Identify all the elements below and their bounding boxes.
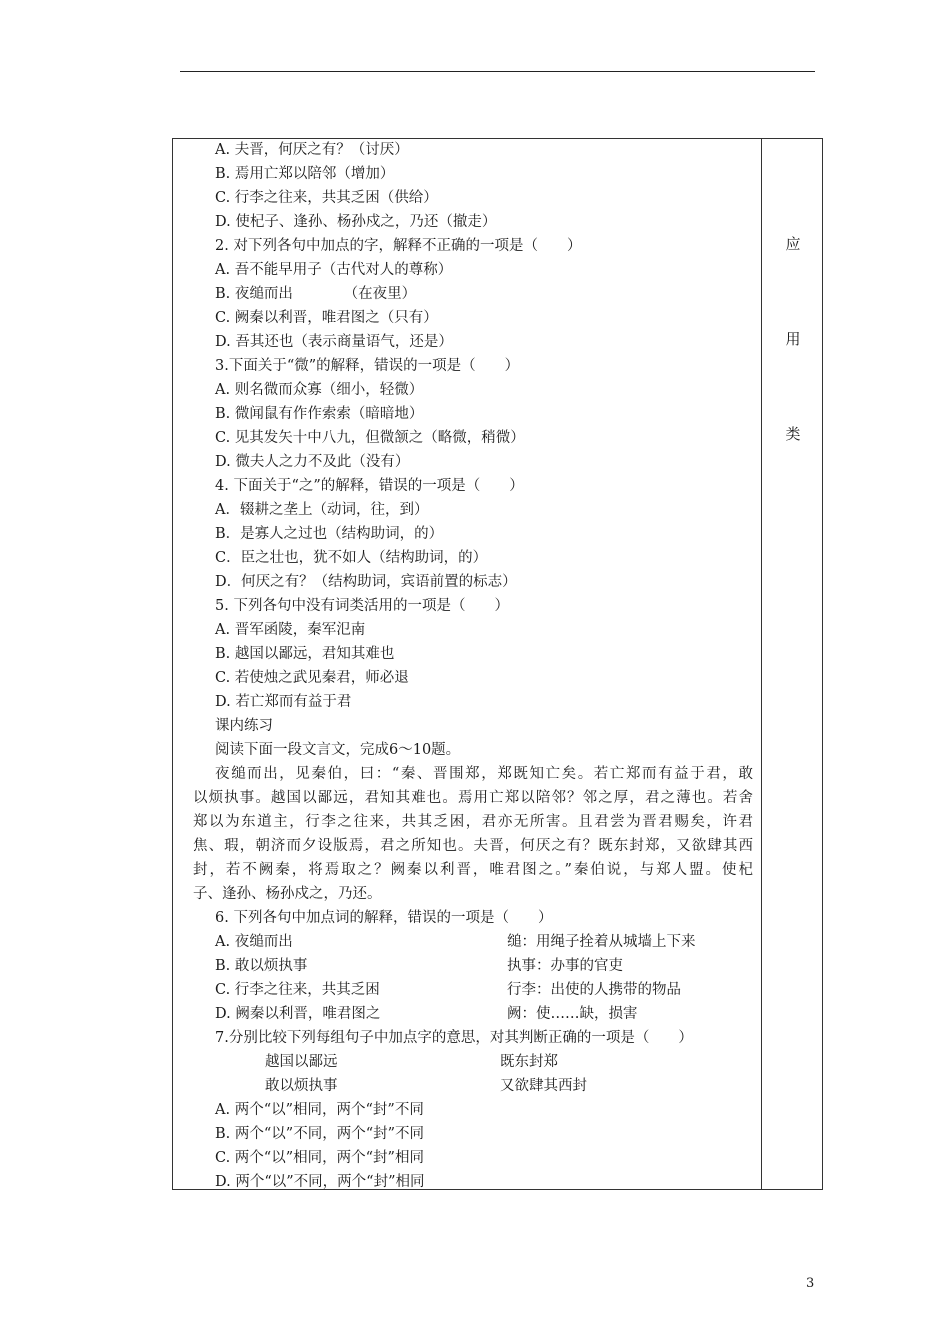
q1-option-a: A. 夫晋，何厌之有？（讨厌） <box>215 142 409 158</box>
q7-stem: 7.分别比较下列每组句子中加点字的意思，对其判断正确的一项是（ ） <box>215 1030 693 1046</box>
q3-option-b: B. 微闻鼠有作作索索（暗暗地） <box>215 406 424 422</box>
q2-option-b: B. 夜缒而出 （在夜里） <box>215 286 417 302</box>
q6-option-gloss: 行李：出使的人携带的物品 <box>507 982 681 998</box>
page-number: 3 <box>806 1276 815 1291</box>
reading-instruction: 阅读下面一段文言文，完成6～10题。 <box>215 742 461 758</box>
q5-option-b: B. 越国以鄙远，君知其难也 <box>215 646 395 662</box>
q3-option-d: D. 微夫人之力不及此（没有） <box>215 454 410 470</box>
q6-option-sentence: D. 阙秦以利晋，唯君图之 <box>215 1006 381 1022</box>
q5-option-c: C. 若使烛之武见秦君，师必退 <box>215 670 409 686</box>
passage-line: 封，若不阙秦，将焉取之？阙秦以利晋，唯君图之。”秦伯说，与郑人盟。使杞 <box>193 862 753 878</box>
q7-option-d: D. 两个“以”不同，两个“封”相同 <box>215 1174 425 1190</box>
q7-pair-left: 越国以鄙远 <box>265 1054 338 1070</box>
q7-pair-right: 既东封郑 <box>500 1054 558 1070</box>
passage-line: 夜缒而出，见秦伯，曰：“秦、晋围郑，郑既知亡矣。若亡郑而有益于君，敢 <box>215 766 753 782</box>
q5-option-a: A. 晋军函陵，秦军氾南 <box>215 622 366 638</box>
q6-option-c <box>215 978 755 1002</box>
side-label-char-1: 应 <box>785 235 801 253</box>
q6-option-d <box>215 1002 755 1026</box>
q7-option-a: A. 两个“以”相同，两个“封”不同 <box>215 1102 424 1118</box>
passage-line: 焦、瑕，朝济而夕设版焉，君之所知也。夫晋，何厌之有？既东封郑，又欲肆其西 <box>193 838 753 854</box>
q6-option-sentence: C. 行李之往来，共其乏困 <box>215 982 380 998</box>
q6-option-sentence: A. 夜缒而出 <box>215 934 293 950</box>
q1-option-c: C. 行李之往来，共其乏困（供给） <box>215 190 438 206</box>
section-title: 课内练习 <box>215 718 273 734</box>
q7-option-b: B. 两个“以”不同，两个“封”不同 <box>215 1126 425 1142</box>
passage-line: 郑以为东道主，行李之往来，共其乏困，君亦无所害。且君尝为晋君赐矣，许君 <box>193 814 753 830</box>
q7-pair-left: 敢以烦执事 <box>265 1078 338 1094</box>
q4-option-b: B．是寡人之过也（结构助词，的） <box>215 526 444 542</box>
q6-option-gloss: 执事：办事的官吏 <box>507 958 623 974</box>
passage-line: 子、逢孙、杨孙戍之，乃还。 <box>193 886 382 902</box>
q2-option-c: C. 阙秦以利晋，唯君图之（只有） <box>215 310 438 326</box>
q1-option-d: D. 使杞子、逢孙、杨孙戍之，乃还（撤走） <box>215 214 497 230</box>
q2-stem: 2. 对下列各句中加点的字，解释不正确的一项是（ ） <box>215 238 582 254</box>
q6-option-b <box>215 954 755 978</box>
q4-option-a: A．辍耕之垄上（动词，往，到） <box>215 502 429 518</box>
passage-line: 以烦执事。越国以鄙远，君知其难也。焉用亡郑以陪邻？邻之厚，君之薄也。若舍 <box>193 790 753 806</box>
side-label-char-2: 用 <box>785 330 801 348</box>
q6-stem: 6. 下列各句中加点词的解释，错误的一项是（ ） <box>215 910 553 926</box>
q7-option-c: C. 两个“以”相同，两个“封”相同 <box>215 1150 424 1166</box>
q6-option-gloss: 缒：用绳子拴着从城墙上下来 <box>507 934 696 950</box>
q2-option-d: D. 吾其还也（表示商量语气，还是） <box>215 334 453 350</box>
q2-option-a: A. 吾不能早用子（古代对人的尊称） <box>215 262 453 278</box>
q3-option-a: A. 则名微而众寡（细小，轻微） <box>215 382 424 398</box>
q4-stem: 4. 下面关于“之”的解释，错误的一项是（ ） <box>215 478 524 494</box>
q1-option-b: B. 焉用亡郑以陪邻（增加） <box>215 166 395 182</box>
q4-option-d: D．何厌之有？（结构助词，宾语前置的标志） <box>215 574 517 590</box>
q6-option-gloss: 阙：使……缺，损害 <box>507 1006 638 1022</box>
q6-option-sentence: B. 敢以烦执事 <box>215 958 308 974</box>
q3-option-c: C. 见其发矢十中八九，但微颔之（略微，稍微） <box>215 430 525 446</box>
q4-option-c: C．臣之壮也，犹不如人（结构助词，的） <box>215 550 488 566</box>
header-rule <box>180 71 815 72</box>
q6-option-a <box>215 930 755 954</box>
column-divider <box>761 138 762 1190</box>
q7-pair-right: 又欲肆其西封 <box>500 1078 587 1094</box>
q3-stem: 3.下面关于“微”的解释，错误的一项是（ ） <box>215 358 520 374</box>
q7-pair-row <box>193 1050 753 1074</box>
q5-stem: 5. 下列各句中没有词类活用的一项是（ ） <box>215 598 509 614</box>
q7-pair-row <box>193 1074 753 1098</box>
q5-option-d: D. 若亡郑而有益于君 <box>215 694 352 710</box>
side-label-char-3: 类 <box>785 425 801 443</box>
